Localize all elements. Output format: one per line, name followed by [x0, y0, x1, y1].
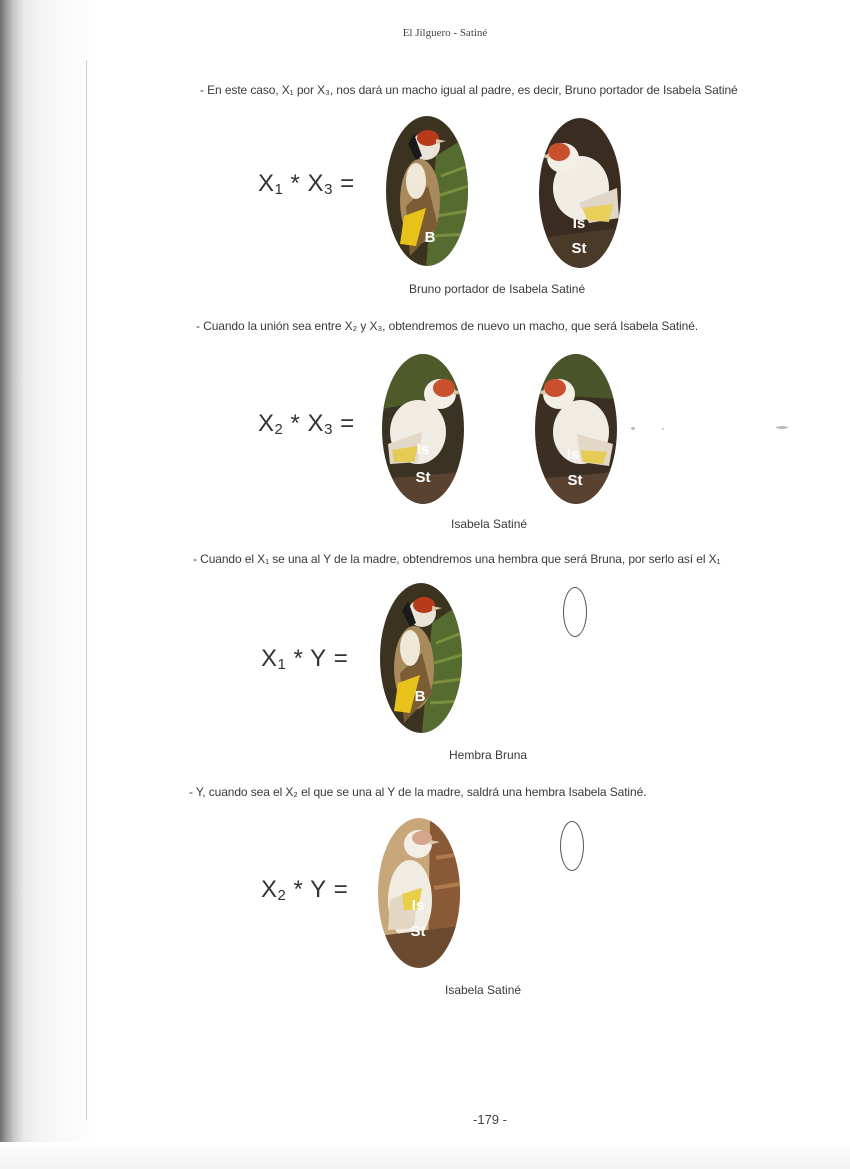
scan-speck — [776, 426, 788, 429]
bird-isabela-satine-photo-a — [382, 354, 464, 504]
page-number: -179 - — [473, 1112, 507, 1127]
bird-bruna-female-photo — [380, 583, 462, 733]
paragraph-1: - En este caso, X₁ por X₃, nos dará un macho igual al padre, es decir, Bruno portador de Isabela Satiné — [200, 83, 738, 97]
paragraph-3: - Cuando el X₁ se una al Y de la madre, obtendremos una hembra que será Bruna, por serlo así el X₁ — [193, 552, 721, 566]
bird-1-label-bottom: B — [424, 229, 436, 246]
bird-2-label-top: Is — [572, 215, 586, 232]
bird-4-label-top: Is — [566, 446, 580, 463]
bird-5-label-bottom: B — [414, 688, 426, 705]
bird-6-label-bottom: St — [410, 923, 426, 940]
bird-bruno-photo — [386, 116, 468, 266]
caption-1: Bruno portador de Isabela Satiné — [409, 282, 586, 296]
caption-4: Isabela Satiné — [445, 983, 522, 997]
bird-isabela-satine-female-photo — [378, 818, 460, 968]
scan-speck — [631, 427, 635, 430]
bird-6-label-top: Is — [411, 897, 425, 914]
page-bottom-shadow — [0, 1142, 850, 1169]
equation-1: $X_1 * X_3$ = — [258, 170, 355, 198]
page-fold-line — [86, 60, 87, 1120]
bird-4-label-bottom: St — [567, 472, 583, 489]
caption-3: Hembra Bruna — [449, 748, 528, 762]
equation-2: $X_2 * X_3$ = — [258, 410, 355, 438]
paragraph-2: - Cuando la unión sea entre X₂ y X₃, obtendremos de nuevo un macho, que será Isabela Satiné. — [196, 319, 699, 333]
equation-3: $X_1$ * Y = — [261, 645, 349, 673]
empty-oval-placeholder — [563, 587, 587, 637]
caption-2: Isabela Satiné — [451, 517, 528, 531]
bird-isabela-satine-photo — [539, 118, 621, 268]
bird-3-label-bottom: St — [415, 469, 431, 486]
bird-2-label-bottom: St — [571, 240, 587, 257]
scan-speck — [662, 428, 664, 430]
empty-oval-placeholder — [560, 821, 584, 871]
running-header: El Jilguero - Satiné — [402, 27, 488, 39]
bird-3-label-top: Is — [416, 441, 430, 458]
paragraph-4: - Y, cuando sea el X₂ el que se una al Y de la madre, saldrá una hembra Isabela Satiné. — [189, 785, 647, 799]
equation-4: $X_2$ * Y = — [261, 876, 349, 904]
bird-isabela-satine-photo-b — [535, 354, 617, 504]
page-left-edge-shadow — [0, 0, 95, 1169]
